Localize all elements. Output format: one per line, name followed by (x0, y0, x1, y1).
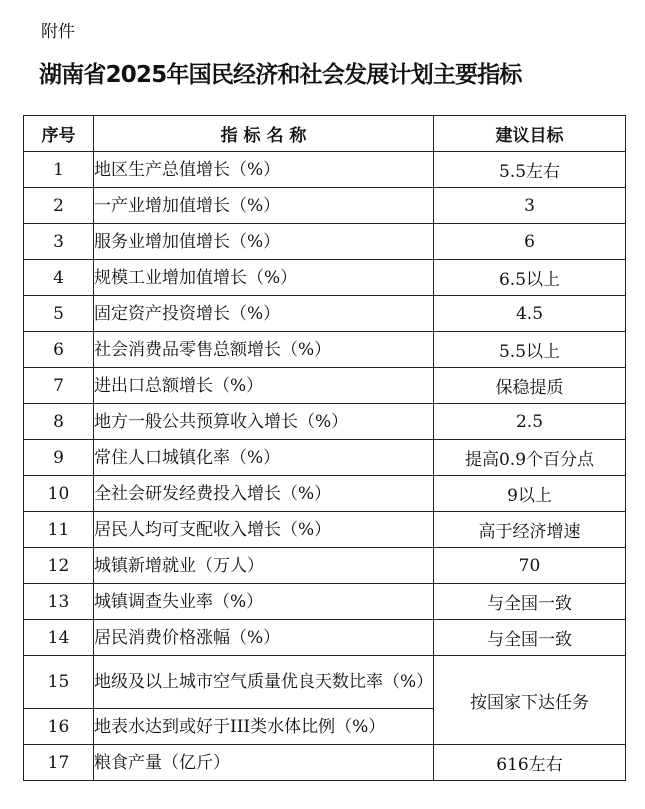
row-number: 11 (24, 512, 94, 548)
table-row (24, 332, 626, 368)
row-number: 15 (24, 656, 94, 709)
indicator-name: 粮食产量（亿斤） (94, 745, 434, 781)
row-number: 10 (24, 476, 94, 512)
column-header-name: 指 标 名 称 (94, 116, 434, 152)
page-title: 湖南省2025年国民经济和社会发展计划主要指标 (39, 62, 522, 88)
target-value: 高于经济增速 (434, 512, 626, 548)
row-number: 7 (24, 368, 94, 404)
target-value: 70 (434, 548, 626, 584)
indicator-name: 地方一般公共预算收入增长（%） (94, 404, 434, 440)
row-number: 5 (24, 296, 94, 332)
table-row (24, 656, 626, 709)
target-value: 与全国一致 (434, 584, 626, 620)
table-row (24, 152, 626, 188)
target-value: 与全国一致 (434, 620, 626, 656)
target-value: 4.5 (434, 296, 626, 332)
indicator-name: 规模工业增加值增长（%） (94, 260, 434, 296)
column-header-no: 序号 (24, 116, 94, 152)
table-row (24, 476, 626, 512)
target-value: 按国家下达任务 (434, 656, 626, 745)
target-value: 5.5以上 (434, 332, 626, 368)
indicator-name: 常住人口城镇化率（%） (94, 440, 434, 476)
indicator-name: 服务业增加值增长（%） (94, 224, 434, 260)
table-row (24, 188, 626, 224)
indicator-name: 居民人均可支配收入增长（%） (94, 512, 434, 548)
row-number: 13 (24, 584, 94, 620)
target-value: 2.5 (434, 404, 626, 440)
table-row (24, 620, 626, 656)
indicator-name: 地表水达到或好于III类水体比例（%） (94, 709, 434, 745)
indicator-name: 城镇调查失业率（%） (94, 584, 434, 620)
row-number: 1 (24, 152, 94, 188)
indicator-name: 居民消费价格涨幅（%） (94, 620, 434, 656)
table-row (24, 368, 626, 404)
row-number: 16 (24, 709, 94, 745)
row-number: 9 (24, 440, 94, 476)
table-header-row (24, 116, 626, 152)
row-number: 12 (24, 548, 94, 584)
target-value: 616左右 (434, 745, 626, 781)
row-number: 4 (24, 260, 94, 296)
row-number: 8 (24, 404, 94, 440)
table-row (24, 584, 626, 620)
indicator-name: 城镇新增就业（万人） (94, 548, 434, 584)
target-value: 保稳提质 (434, 368, 626, 404)
indicator-name: 固定资产投资增长（%） (94, 296, 434, 332)
table-row (24, 440, 626, 476)
table-row (24, 512, 626, 548)
row-number: 17 (24, 745, 94, 781)
row-number: 6 (24, 332, 94, 368)
column-header-target: 建议目标 (434, 116, 626, 152)
table-row (24, 548, 626, 584)
target-value: 6 (434, 224, 626, 260)
target-value: 6.5以上 (434, 260, 626, 296)
indicator-name: 一产业增加值增长（%） (94, 188, 434, 224)
indicator-name: 地区生产总值增长（%） (94, 152, 434, 188)
indicator-name: 全社会研发经费投入增长（%） (94, 476, 434, 512)
row-number: 14 (24, 620, 94, 656)
target-value: 3 (434, 188, 626, 224)
table-row (24, 224, 626, 260)
target-value: 9以上 (434, 476, 626, 512)
target-value: 5.5左右 (434, 152, 626, 188)
indicator-name: 地级及以上城市空气质量优良天数比率（%） (94, 656, 434, 709)
table-row (24, 404, 626, 440)
row-number: 3 (24, 224, 94, 260)
target-value: 提高0.9个百分点 (434, 440, 626, 476)
indicators-table (23, 115, 626, 781)
attachment-label: 附件 (41, 22, 75, 42)
indicator-name: 社会消费品零售总额增长（%） (94, 332, 434, 368)
indicator-name: 进出口总额增长（%） (94, 368, 434, 404)
table-row (24, 260, 626, 296)
row-number: 2 (24, 188, 94, 224)
table-row (24, 296, 626, 332)
table-row (24, 745, 626, 781)
